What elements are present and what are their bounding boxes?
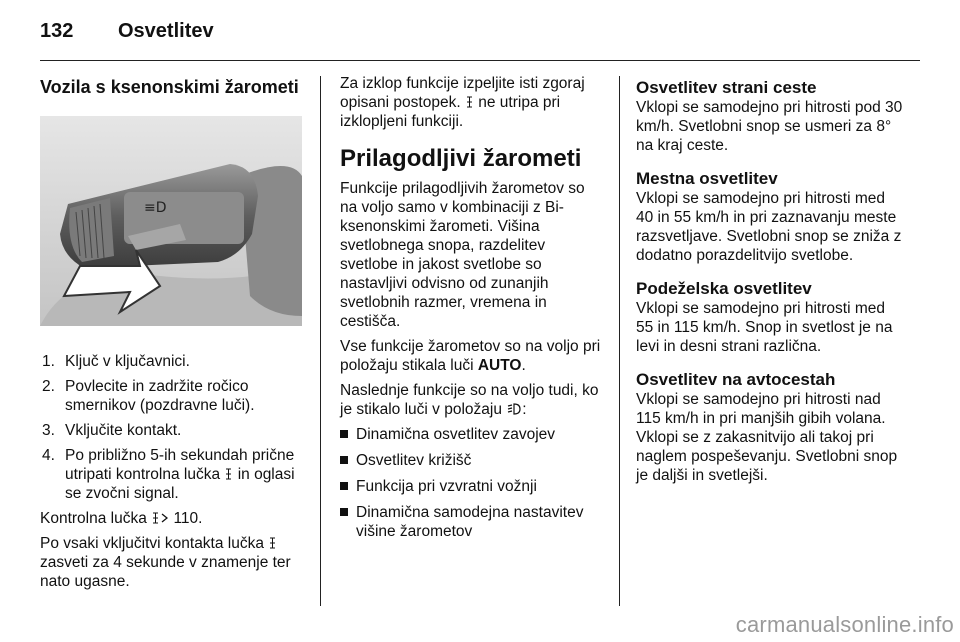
section-title: Osvetlitev strani ceste: [636, 78, 817, 97]
paragraph-warning-lamp: Kontrolna lučka 110.: [40, 510, 203, 527]
list-item: 2. Povlecite in zadržite ročico smernikov (pozdravne luči).: [42, 378, 255, 414]
page-reference-arrow-icon: [161, 510, 168, 522]
running-title: Osvetlitev: [118, 20, 214, 42]
headlight-warning-icon: [152, 510, 159, 522]
section-heading-adaptive: Prilagodljivi žarometi: [340, 145, 582, 172]
section-text: Vklopi se samodejno pri hitrosti pod 30 km/h. Svetlobni snop se usmeri za 8° na kraj ceste.: [636, 99, 903, 154]
section-title: Podeželska osvetlitev: [636, 279, 812, 298]
headlight-warning-icon: [269, 535, 276, 547]
low-beam-headlight-icon: [507, 401, 521, 413]
section-text: Vklopi se samodejno pri hitrosti med 40 in 55 km/h in pri zaznavanju meste razsvetljave. Svetlobni snop se zniža z dodatno porazdelitvijo svetlobe.: [636, 190, 902, 264]
headlight-warning-icon: [466, 94, 473, 106]
turn-signal-lever-illustration: [40, 116, 302, 326]
list-item: 4. Po približno 5-ih sekundah prične utripati kontrolna lučka in oglasi se zvočni signal.: [42, 447, 295, 502]
step-list: [40, 352, 304, 503]
paragraph-ignition: Po vsaki vključitvi kontakta lučka zasveti za 4 sekunde v znamenje ter nato ugasne.: [40, 535, 291, 590]
column-divider-2: [619, 76, 620, 606]
section-city: [636, 169, 904, 265]
paragraph-low-beam: Naslednje funkcije so na voljo tudi, ko je stikalo luči v položaju :: [340, 382, 599, 418]
paragraph-auto: Vse funkcije žarometov so na voljo pri položaju stikala luči AUTO.: [340, 338, 601, 374]
header-rule: [40, 60, 920, 61]
list-item: 3. Vključite kontakt.: [42, 422, 182, 439]
auto-position-label: AUTO: [477, 357, 522, 374]
page-header: [40, 14, 920, 50]
watermark: carmanualsonline.info: [735, 612, 954, 637]
list-item: Dinamična osvetlitev zavojev: [340, 425, 604, 444]
column-1: [40, 74, 304, 597]
column-2: [340, 74, 604, 548]
paragraph-adaptive-intro: Funkcije prilagodljivih žarometov so na voljo samo v kombinaciji z Bi-ksenonskimi žarometi. Višina svetlobnega snopa, razdelitev svetlobe in jakost svetlobe so nastavljivi odvisno od zunanjih svetlobnih razmer, vremena in cestišča.: [340, 180, 585, 330]
section-title: Mestna osvetlitev: [636, 169, 778, 188]
section-heading-xenon: Vozila s ksenonskimi žarometi: [40, 77, 299, 97]
column-3: [636, 74, 904, 499]
paragraph-disable: Za izklop funkcije izpeljite isti zgoraj opisani postopek. ne utripa pri izklopljeni funkciji.: [340, 75, 585, 130]
list-item: Funkcija pri vzvratni vožnji: [340, 477, 604, 496]
section-road-side: [636, 78, 904, 155]
section-country: [636, 279, 904, 356]
section-title: Osvetlitev na avtocestah: [636, 370, 836, 389]
list-item: Osvetlitev križišč: [340, 451, 604, 470]
column-divider-1: [320, 76, 321, 606]
page-number: 132: [40, 20, 74, 42]
list-item: 1. Ključ v ključavnici.: [42, 353, 190, 370]
svg-text:≡D: ≡D: [144, 200, 167, 216]
feature-list: [340, 425, 604, 541]
headlight-warning-icon: [225, 466, 232, 478]
section-motorway: [636, 370, 904, 485]
section-text: Vklopi se samodejno pri hitrosti med 55 in 115 km/h. Snop in svetlost je na levi in desni strani različna.: [636, 300, 893, 355]
list-item: Dinamična samodejna nastavitev višine žarometov: [340, 503, 604, 541]
section-text: Vklopi se samodejno pri hitrosti nad 115 km/h in pri manjših gibih volana. Vklopi se z zakasnitvijo ali takoj pri naglem pospeševanju. Svetlobni snop je daljši in svetlejši.: [636, 391, 898, 484]
